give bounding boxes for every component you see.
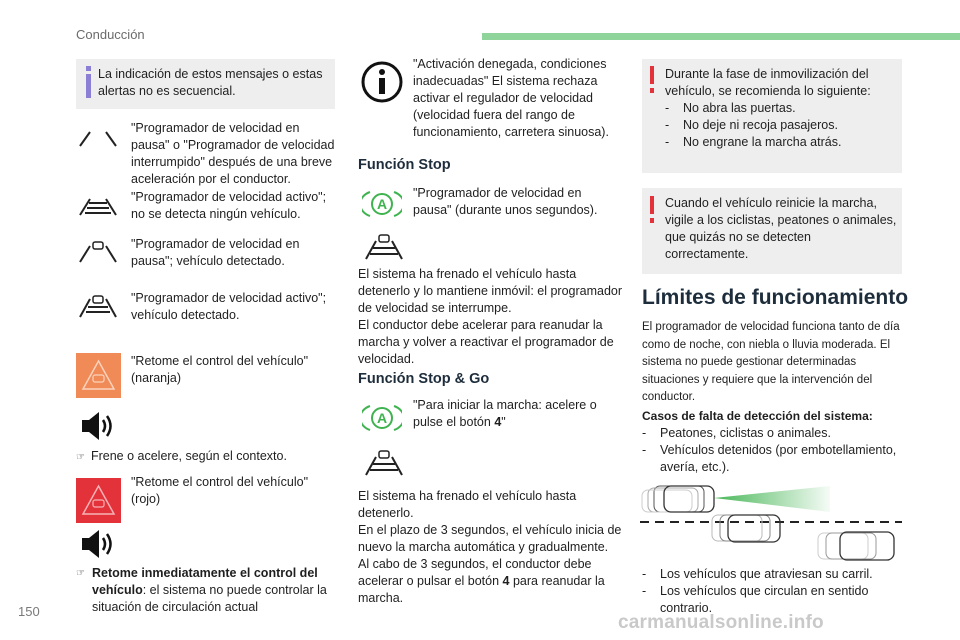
page-number: 150: [18, 604, 40, 619]
stop-go-start-a: "Para iniciar la marcha: acelere o pulse el botón: [413, 398, 597, 429]
stop-go-start-text: [413, 397, 598, 431]
button-4-label: 4: [494, 415, 502, 429]
takeover-orange-text: "Retome el control del vehículo" (naranja): [131, 354, 309, 385]
speaker-icon: [80, 410, 118, 447]
stop-paused-text: "Programador de velocidad en pausa" (durante unos segundos).: [413, 186, 598, 217]
brake-note-text: Frene o acelere, según el contexto.: [90, 449, 287, 463]
green-a-icon: [362, 188, 402, 225]
takeover-immediate-rest: : el sistema no puede controlar la situación de circulación actual: [92, 583, 327, 614]
arrow-bullet-icon: ☞: [76, 452, 85, 463]
limits-text: El programador de velocidad funciona tanto de día como de noche, con niebla o lluvia moderada. El sistema no puede gestionar determinadas situaciones y requiere que la intervención del conductor.: [642, 321, 900, 403]
stop-go-desc-a: El sistema ha frenado el vehículo hasta detenerlo. En el plazo de 3 segundos, el vehículo inicia de nuevo la marcha automática y gradualmente. Al cabo de 3 segundos, el conductor debe acelerar o pulsar el botón: [358, 489, 622, 588]
warning-exclamation-icon: [648, 66, 656, 99]
stop-go-description: [358, 488, 623, 607]
stopped-vehicle-icon: [362, 449, 406, 482]
cases-title: Casos de falta de detección del sistema:: [642, 409, 873, 423]
section-title: Conducción: [76, 27, 145, 42]
list-item: - Peatones, ciclistas o animales.: [642, 425, 904, 442]
stop-function-title: Función Stop: [358, 157, 451, 173]
takeover-red-icon: [76, 478, 121, 523]
stop-go-title: Función Stop & Go: [358, 371, 490, 387]
cruise-paused-vehicle-text: "Programador de velocidad en pausa"; vehículo detectado.: [131, 237, 300, 268]
list-item: - Vehículos detenidos (por embotellamiento, avería, etc.).: [642, 442, 904, 476]
vehicle-detected-paused-icon: [76, 240, 120, 269]
takeover-immediate-bold: Retome inmediatamente el control del vehículo: [92, 566, 318, 597]
immobilization-intro: Durante la fase de inmovilización del vehículo, se recomienda lo siguiente:: [665, 67, 871, 98]
green-a-icon: [362, 402, 402, 439]
list-item: - Los vehículos que atraviesan su carril.: [642, 566, 904, 583]
stopped-vehicle-icon: [362, 233, 406, 266]
stop-go-start-b: ": [501, 415, 506, 429]
stop-go-desc-b: para reanudar la marcha.: [358, 574, 605, 605]
watermark: carmanualsonline.info: [618, 612, 824, 633]
info-circle-icon: [360, 60, 404, 109]
immobilization-text: [665, 66, 897, 151]
cases-list: [642, 425, 904, 476]
vehicle-detected-active-icon: [76, 295, 120, 324]
takeover-orange-icon: [76, 353, 121, 398]
lane-lines-icon: [76, 128, 120, 153]
list-item: - No engrane la marcha atrás.: [665, 134, 897, 151]
list-item: - No deje ni recoja pasajeros.: [665, 117, 897, 134]
list-item: - Los vehículos que circulan en sentido contrario.: [642, 583, 904, 617]
takeover-immediate-note: [76, 565, 338, 616]
cruise-paused-text: "Programador de velocidad en pausa" o "Programador de velocidad interrumpido" después de una breve aceleración por el conductor.: [131, 121, 335, 186]
limits-title: Límites de funcionamiento: [642, 286, 909, 309]
arrow-bullet-icon: ☞: [76, 568, 85, 579]
speaker-icon: [80, 528, 118, 565]
green-a-letter: A: [376, 410, 388, 426]
more-cases-list: [642, 566, 904, 617]
detection-illustration: [640, 478, 902, 571]
header-accent-bar: [482, 33, 960, 40]
cruise-active-vehicle-text: "Programador de velocidad activo"; vehículo detectado.: [131, 291, 327, 322]
brake-note: [76, 448, 336, 466]
button-4-label: 4: [502, 574, 510, 588]
warning-exclamation-icon: [648, 196, 656, 229]
list-item: - No abra las puertas.: [665, 100, 897, 117]
activation-denied-text: "Activación denegada, condiciones inadecuadas" El sistema rechaza activar el regulador de velocidad (velocidad fuera del rango de funcionamiento, carretera sinuosa).: [413, 57, 609, 139]
takeover-red-text: "Retome el control del vehículo" (rojo): [131, 475, 309, 506]
stop-description: El sistema ha frenado el vehículo hasta detenerlo y lo mantiene inmóvil: el programador de velocidad se interrumpe. El conductor debe acelerar para reanudar la marcha y volver a reactivar el programador de velocidad.: [358, 267, 623, 366]
green-a-letter: A: [376, 196, 388, 212]
restart-warning-text: Cuando el vehículo reinicie la marcha, vigile a los ciclistas, peatones o animales, que quizás no se detecten correctamente.: [665, 196, 897, 261]
info-box-text: La indicación de estos mensajes o estas alertas no es secuencial.: [98, 67, 323, 98]
cruise-active-icon: [76, 197, 120, 222]
cruise-active-no-vehicle-text: "Programador de velocidad activo"; no se detecta ningún vehículo.: [131, 190, 327, 221]
info-icon: [84, 66, 94, 103]
